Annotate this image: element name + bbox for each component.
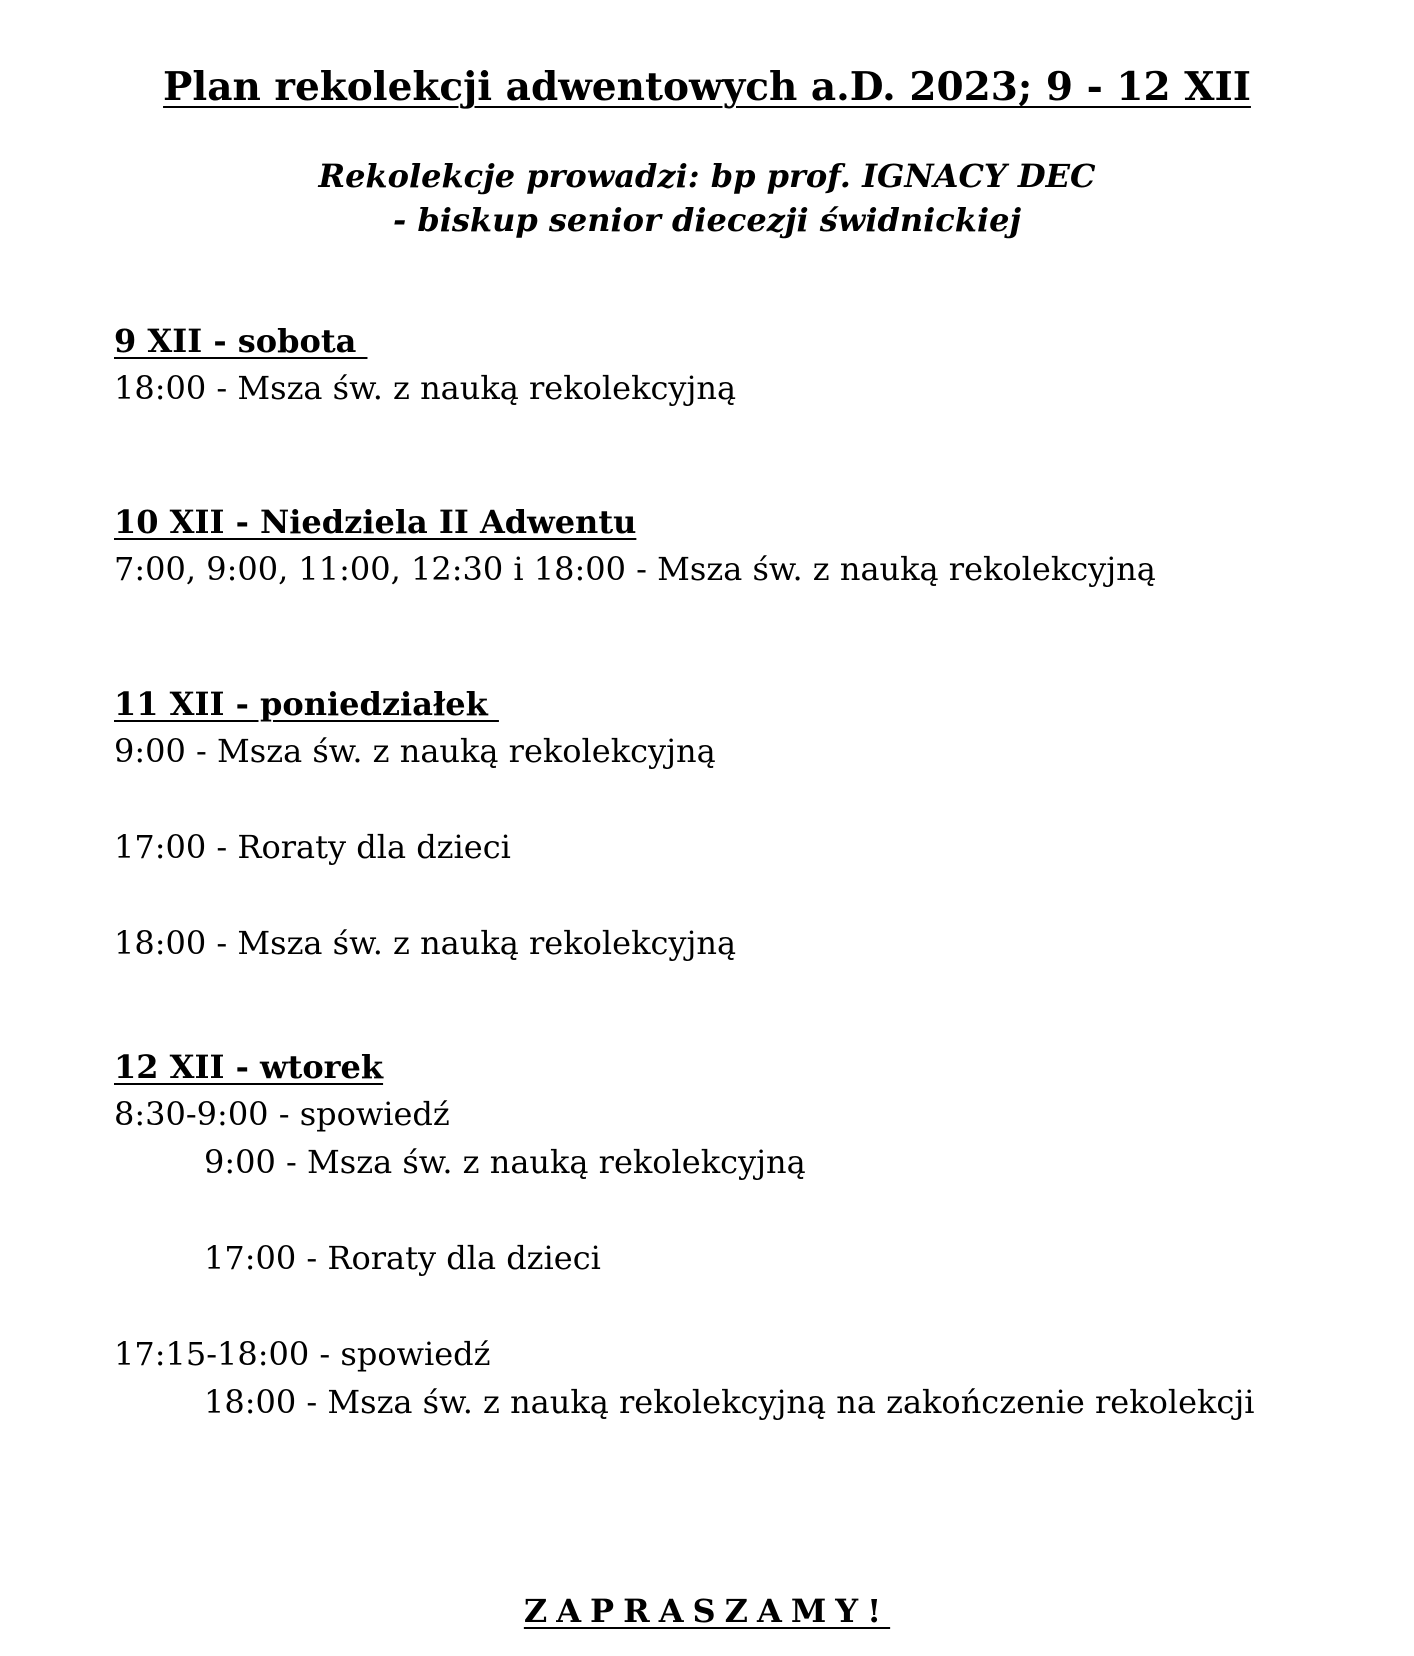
document-title: Plan rekolekcji adwentowych a.D. 2023; 9 - 12 XII bbox=[163, 64, 1251, 110]
schedule-entry: 18:00 - Msza św. z nauką rekolekcyjną bbox=[114, 369, 737, 407]
day-section-sunday bbox=[114, 499, 1314, 593]
day-section-tuesday bbox=[114, 1044, 1314, 1426]
schedule-entry: 17:00 - Roraty dla dzieci bbox=[204, 1239, 601, 1277]
schedule-entry: 17:00 - Roraty dla dzieci bbox=[114, 828, 511, 866]
subtitle-line-2: - biskup senior diecezji świdnickiej bbox=[392, 201, 1022, 239]
schedule-entry: 7:00, 9:00, 11:00, 12:30 i 18:00 - Msza św. z nauką rekolekcyjną bbox=[114, 550, 1156, 588]
day-section-saturday bbox=[114, 318, 1314, 412]
schedule-entry: 9:00 - Msza św. z nauką rekolekcyjną bbox=[204, 1143, 806, 1181]
subtitle-line-1: Rekolekcje prowadzi: bp prof. IGNACY DEC bbox=[318, 157, 1096, 195]
closing-invitation: ZAPRASZAMY! bbox=[523, 1592, 891, 1630]
schedule-entry: 18:00 - Msza św. z nauką rekolekcyjną na zakończenie rekolekcji bbox=[204, 1383, 1255, 1421]
schedule-entry: 9:00 - Msza św. z nauką rekolekcyjną bbox=[114, 732, 716, 770]
schedule-entry: 8:30-9:00 - spowiedź bbox=[114, 1095, 450, 1133]
day-heading: 10 XII - Niedziela II Adwentu bbox=[114, 503, 637, 541]
schedule-entry: 18:00 - Msza św. z nauką rekolekcyjną bbox=[114, 924, 737, 962]
schedule-entry: 17:15-18:00 - spowiedź bbox=[114, 1335, 491, 1373]
day-heading: 9 XII - sobota bbox=[114, 322, 368, 360]
document-subtitle bbox=[0, 154, 1414, 242]
day-heading: 12 XII - wtorek bbox=[114, 1048, 384, 1086]
day-section-monday bbox=[114, 681, 1314, 967]
day-heading: 11 XII - poniedziałek bbox=[114, 685, 499, 723]
